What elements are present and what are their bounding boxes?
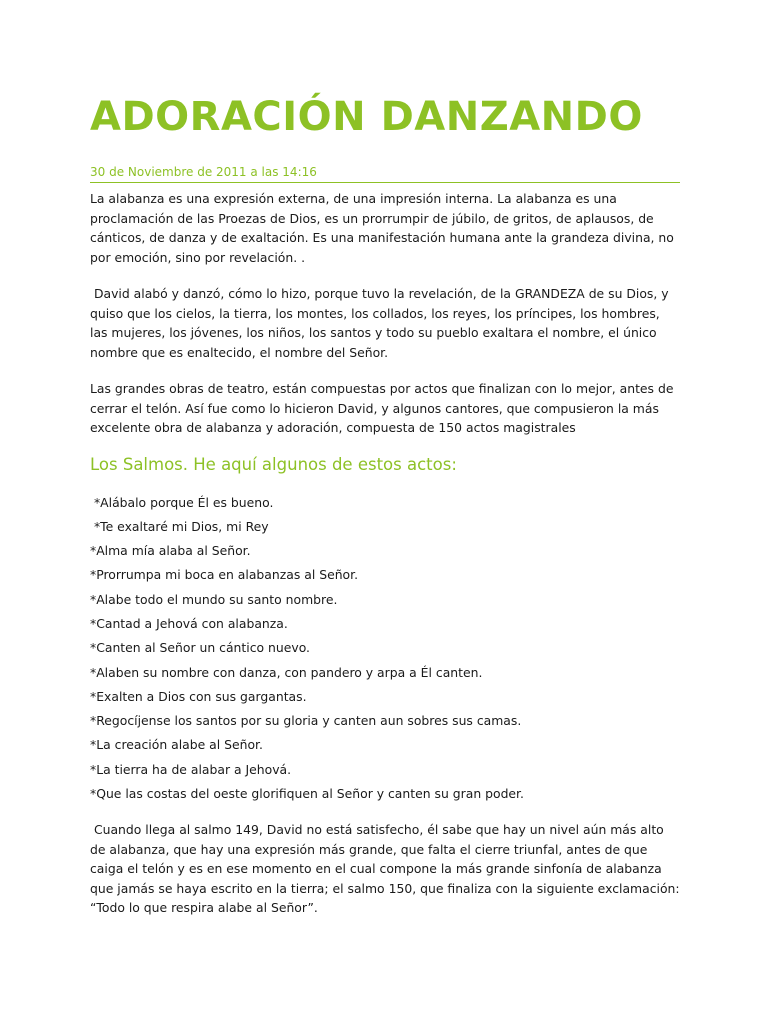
list-item: *Alma mía alaba al Señor. xyxy=(90,543,251,559)
list-item: *Alaben su nombre con danza, con pandero y arpa a Él canten. xyxy=(90,664,483,680)
list-item: *Alábalo porque Él es bueno. xyxy=(90,494,274,510)
list-item: *Cantad a Jehová con alabanza. xyxy=(90,615,288,631)
theater-paragraph: Las grandes obras de teatro, están compuestas por actos que finalizan con lo mejor, antes de cerrar el telón. Así fue como lo hicieron David, y algunos cantores, que compusieron la más excelente obra de alabanza y adoración, compuesta de 150 actos magistrales xyxy=(90,381,678,435)
david-paragraph: David alabó y danzó, cómo lo hizo, porque tuvo la revelación, de la GRANDEZA de su Dios, y quiso que los cielos, la tierra, los montes, los collados, los reyes, los príncipes, los hombres, las mujeres, los jóvenes, los niños, los santos y todo su pueblo exaltara el nombre, el único nombre que es enaltecido, el nombre del Señor. xyxy=(90,286,673,360)
list-item: *Regocíjense los santos por su gloria y canten aun sobres sus camas. xyxy=(90,713,522,729)
document-title: ADORACIÓN DANZANDO xyxy=(90,94,643,140)
document-page xyxy=(90,88,684,918)
list-item: *Exalten a Dios con sus gargantas. xyxy=(90,688,307,704)
closing-paragraph: Cuando llega al salmo 149, David no está satisfecho, él sabe que hay un nivel aún más alto de alabanza, que hay una expresión más grande, que falta el cierre triunfal, antes de que caiga el telón y es en ese momento en el cual compone la más grande sinfonía de alabanza que jamás se haya escrito en la tierra; el salmo 150, que finaliza con la siguiente exclamación: “Todo lo que respira alabe al Señor”. xyxy=(90,822,684,916)
post-date: 30 de Noviembre de 2011 a las 14:16 xyxy=(90,164,680,183)
psalms-list xyxy=(90,491,680,807)
list-item: *Te exaltaré mi Dios, mi Rey xyxy=(90,518,269,534)
list-item: *La creación alabe al Señor. xyxy=(90,737,263,753)
list-item: *Prorrumpa mi boca en alabanzas al Señor. xyxy=(90,567,359,583)
intro-paragraph: La alabanza es una expresión externa, de una impresión interna. La alabanza es una proclamación de las Proezas de Dios, es un prorrumpir de júbilo, de gritos, de aplausos, de cánticos, de danza y de exaltación. Es una manifestación humana ante la grandeza divina, no por emoción, sino por revelación. . xyxy=(90,191,678,265)
list-item: *Que las costas del oeste glorifiquen al Señor y canten su gran poder. xyxy=(90,786,524,802)
list-item: *Canten al Señor un cántico nuevo. xyxy=(90,640,310,656)
list-item: *La tierra ha de alabar a Jehová. xyxy=(90,761,292,777)
list-item: *Alabe todo el mundo su santo nombre. xyxy=(90,591,338,607)
psalms-subheading: Los Salmos. He aquí algunos de estos actos: xyxy=(90,454,457,474)
